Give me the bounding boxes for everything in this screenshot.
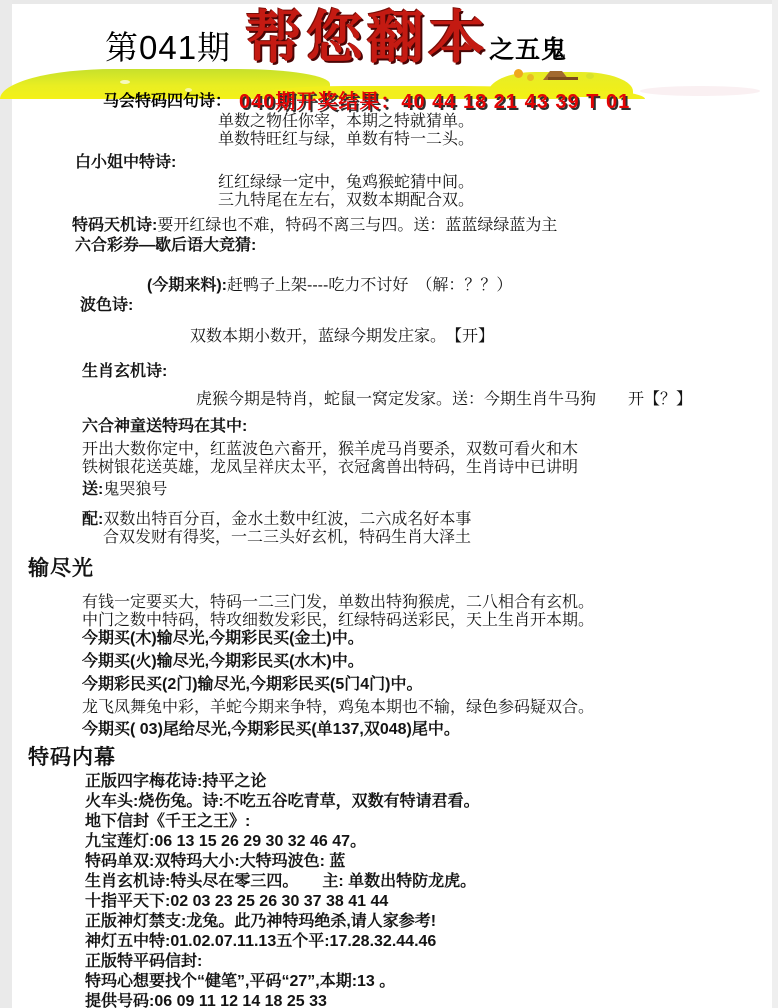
page-subtitle: 之五鬼 (489, 36, 568, 64)
section-heading-shengxiao: 生肖玄机诗: (82, 363, 168, 380)
tianji-label: 特码天机诗: (72, 217, 158, 234)
neimu-line: 提供号码:06 09 11 12 14 18 25 33 (85, 993, 327, 1008)
song-label: 送: (82, 481, 104, 498)
neimu-line: 十指平天下:02 03 23 25 26 30 37 38 41 44 (85, 893, 389, 910)
neimu-line: 正版神灯禁支:龙兔。此乃神特玛绝杀,请人家参考! (85, 913, 437, 930)
shentong-line: 铁树银花送英雄，龙凤呈祥庆太平，衣冠禽兽出特码，生肖诗中已讲明 (82, 459, 579, 476)
neimu-line: 火车头:烧伤兔。诗:不吃五谷吃青草，双数有特请君看。 (85, 793, 480, 810)
pei-line: 合双发财有得奖，一二三头好玄机，特码生肖大泽土 (103, 529, 472, 546)
pei-label: 配: (82, 511, 104, 528)
riddle-text: 赶鸭子上架----吃力不讨好 （解：？？） (227, 277, 513, 294)
section-heading-shujinguang: 输尽光 (28, 557, 94, 580)
pei-text: 双数出特百分百，金水土数中红波，二六成名好本事 (103, 511, 472, 528)
tree-icon (514, 69, 523, 78)
neimu-line: 生肖玄机诗:特头尽在零三四。 主: 单数出特防龙虎。 (85, 873, 477, 890)
shengxiao-line: 虎猴今期是特肖，蛇鼠一窝定发家。送：今期生肖牛马狗 开【？】 (196, 391, 693, 408)
shujinguang-line: 龙飞凤舞兔中彩，羊蛇今期来争特，鸡兔本期也不输，绿色参码疑双合。 (82, 699, 595, 716)
poem-line: 三九特尾在左右，双数本期配合双。 (218, 192, 475, 209)
neimu-line: 正版特平码信封: (85, 953, 203, 970)
poem-line: 红红绿绿一定中，兔鸡猴蛇猜中间。 (218, 174, 475, 191)
tianji-text: 要开红绿也不难，特码不离三与四。送：蓝蓝绿绿蓝为主 (157, 217, 558, 234)
page-title: 帮您翻本 (245, 6, 490, 70)
song-line (82, 481, 758, 499)
shujinguang-line: 今期买(木)输尽光,今期彩民买(金土)中。 (82, 630, 364, 647)
draw-result-row (103, 87, 758, 111)
neimu-line: 正版四字梅花诗:持平之论 (85, 773, 267, 790)
four-line-poem-label: 马会特码四句诗： (103, 92, 232, 110)
grass-highlight (120, 80, 130, 84)
sheet-body (0, 87, 778, 1008)
house-roof-band (548, 77, 578, 80)
section-heading-baixiaojie: 白小姐中特诗: (75, 154, 177, 171)
neimu-line: 神灯五中特:01.02.07.11.13五个平:17.28.32.44.46 (85, 933, 437, 950)
neimu-line: 地下信封《千王之王》: (85, 813, 251, 830)
section-heading-shentong: 六合神童送特玛在其中: (82, 418, 248, 435)
bush-icon (586, 73, 594, 79)
shujinguang-line: 今期买(火)输尽光,今期彩民买(水木)中。 (82, 653, 364, 670)
riddle-label: (今期来料): (147, 277, 227, 294)
shujinguang-line: 中门之数中特码，特攻细数发彩民，红绿特码送彩民，天上生肖开本期。 (82, 612, 595, 629)
neimu-line: 特码单双:双特玛大小:大特玛波色: 蓝 (85, 853, 346, 870)
riddle-line (147, 277, 758, 295)
issue-number: 第041期 (105, 29, 232, 66)
tianji-line (72, 217, 758, 235)
bose-line: 双数本期小数开，蓝绿今期发庄家。 【开】 (190, 328, 495, 345)
pei-line (82, 511, 758, 529)
section-heading-xiehouyu: 六合彩券—歇后语大竞猜: (75, 237, 257, 254)
shujinguang-line: 今期买( 03)尾给尽光,今期彩民买(单137,双048)尾中。 (82, 721, 460, 738)
shujinguang-line: 有钱一定要买大，特码一二三门发，单数出特狗猴虎，二八相合有玄机。 (82, 594, 595, 611)
previous-draw-result: 040期开奖结果：40 44 18 21 43 39 T 01 (239, 90, 631, 113)
neimu-line: 特玛心想要找个“健笔”,平码“27”,本期:13 。 (85, 973, 396, 990)
shentong-line: 开出大数你定中，红蓝波色六畜开，猴羊虎马肖要杀，双数可看火和木 (82, 441, 579, 458)
section-heading-bose: 波色诗: (80, 297, 134, 314)
tree-icon (527, 74, 534, 81)
neimu-line: 九宝莲灯:06 13 15 26 29 30 32 46 47。 (85, 833, 367, 850)
poem-line: 单数之物任你宰，本期之特就猜单。 (218, 113, 475, 130)
song-text: 鬼哭狼号 (103, 481, 168, 498)
masthead (0, 0, 778, 70)
shujinguang-line: 今期彩民买(2门)输尽光,今期彩民买(5门4门)中。 (82, 676, 423, 693)
section-heading-neimu: 特码内幕 (28, 746, 116, 769)
poem-line: 单数特旺红与绿，单数有特一二头。 (218, 131, 475, 148)
